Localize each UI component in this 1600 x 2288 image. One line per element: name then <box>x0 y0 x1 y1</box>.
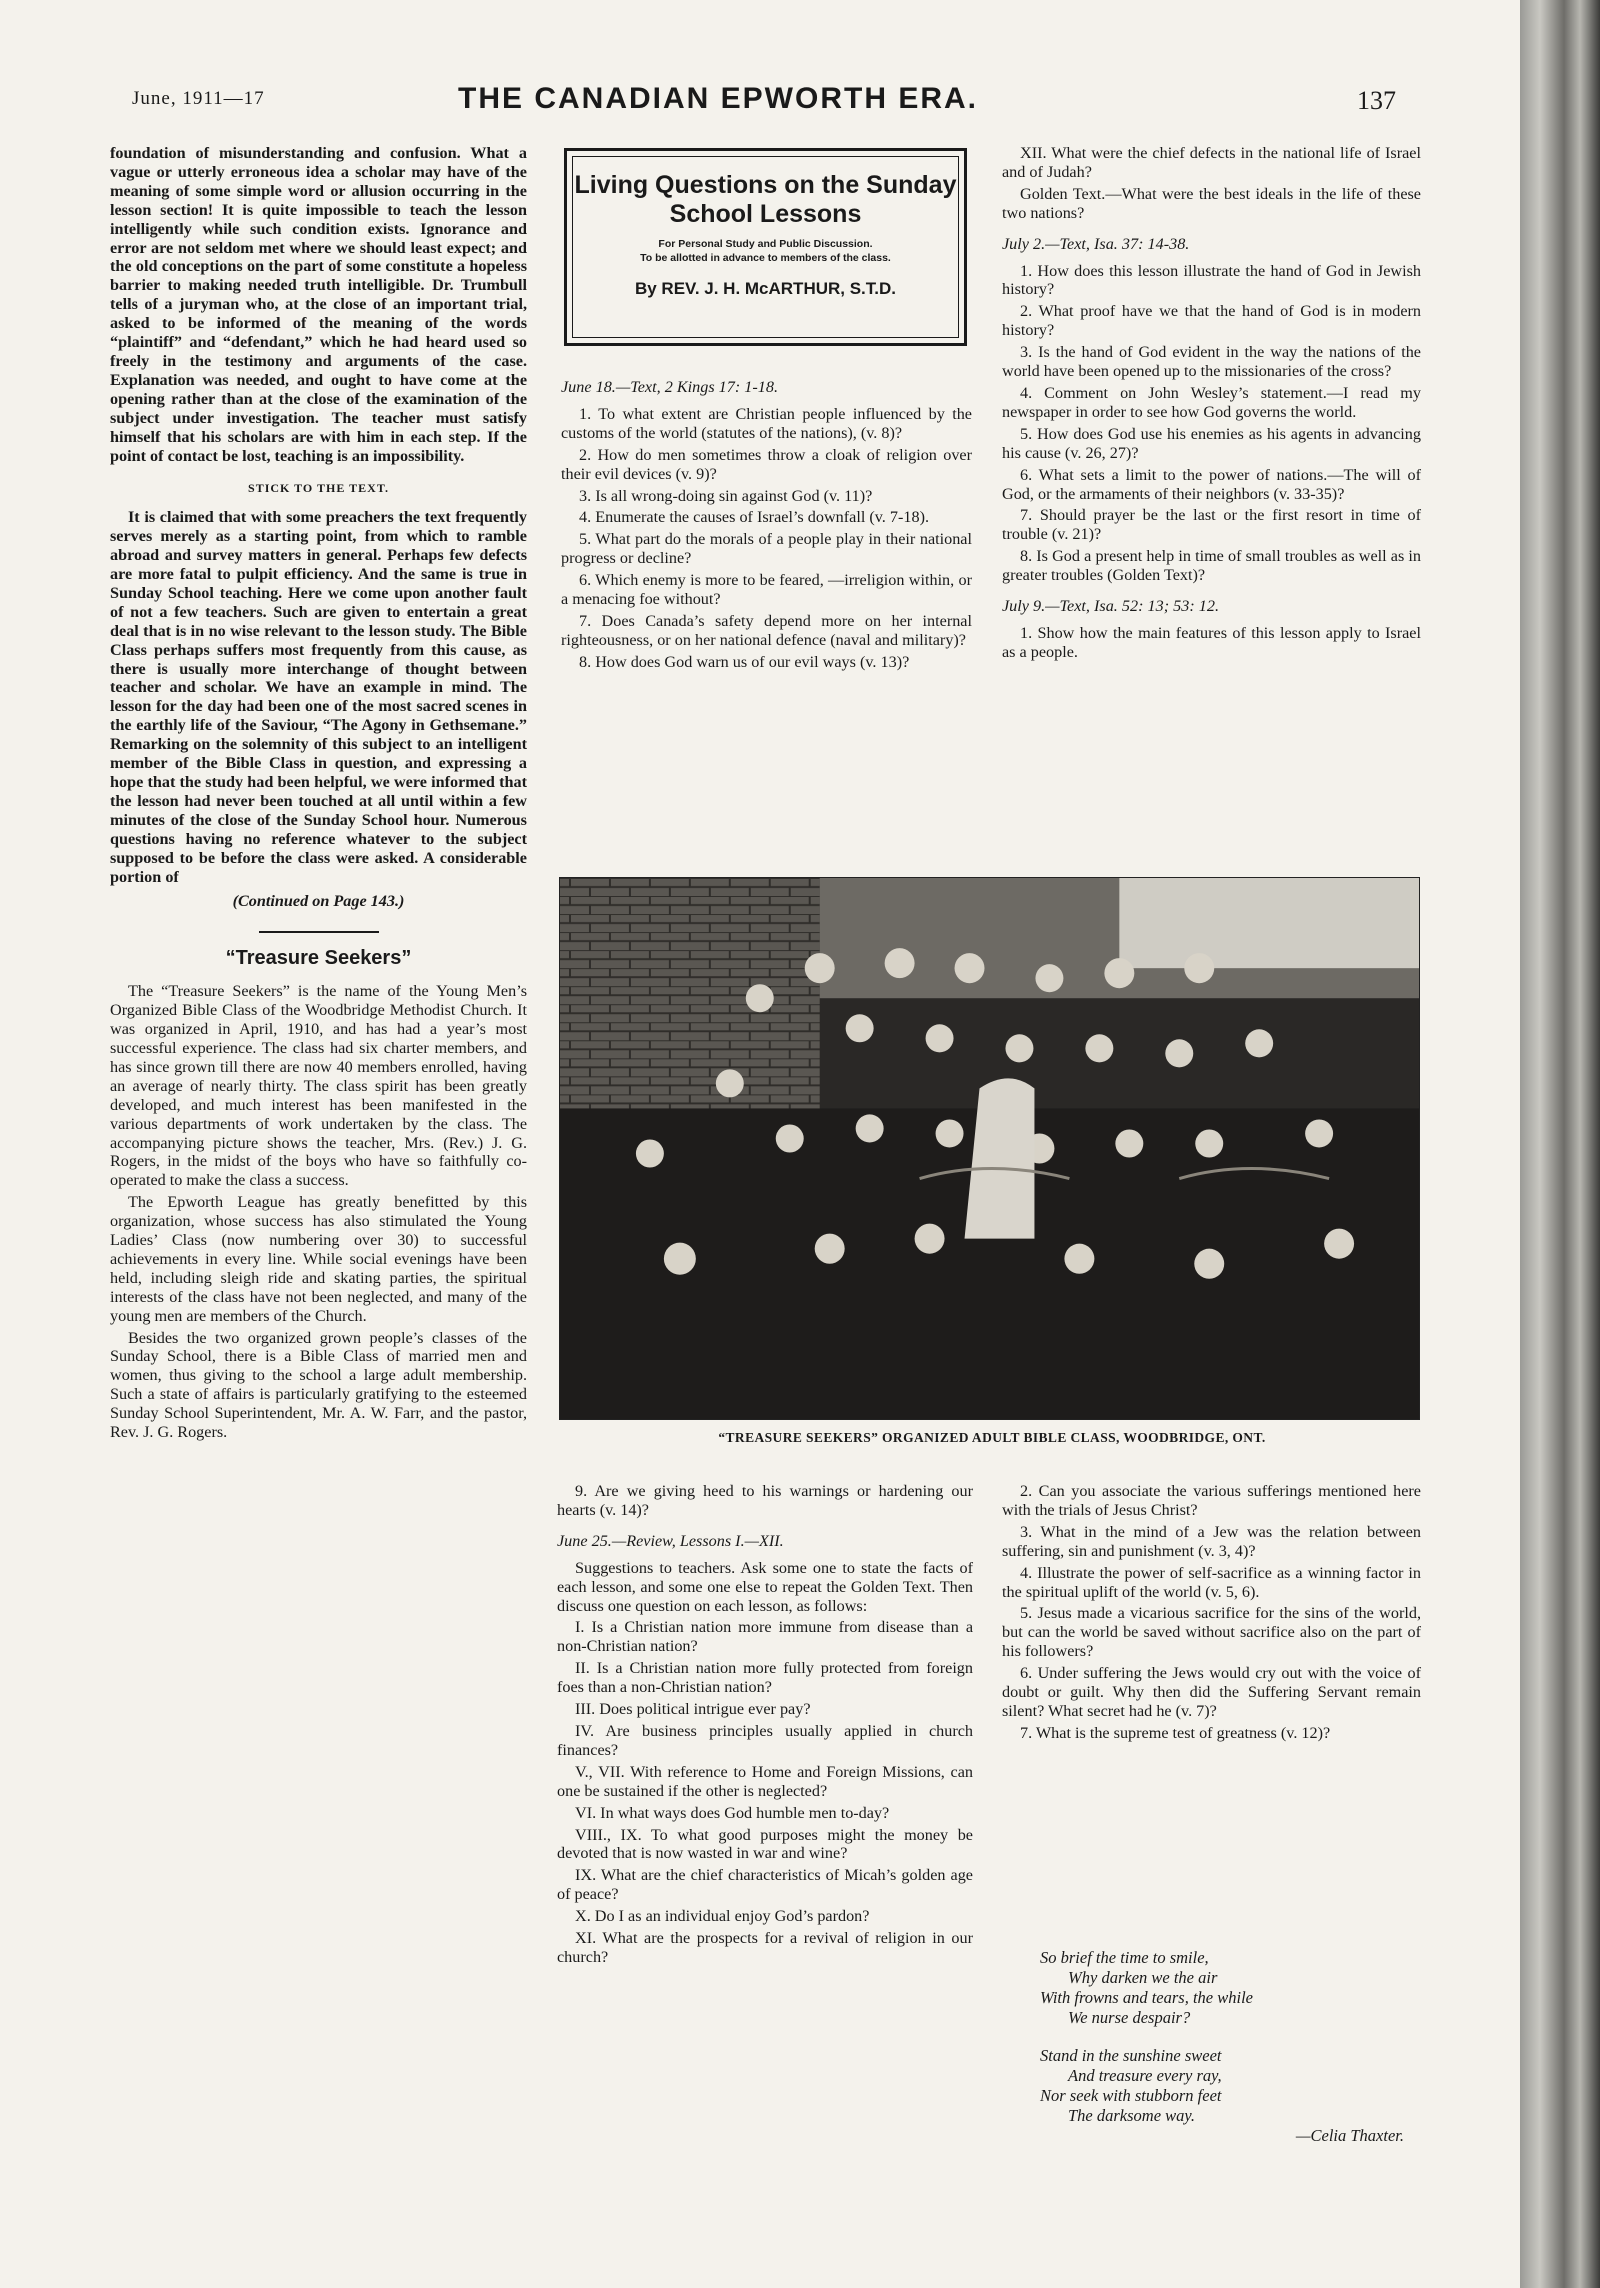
article-paragraph: foundation of misunderstanding and confusion. What a vague or utterly erroneous idea a scholar may have of the meaning of some simple word or allusion occurring in the lesson section! It is quite impossible to teach the lesson intelligently while such condition exists. Ignorance and error are not seldom met where we should least expect; and the old conceptions on the part of some constitute a hopeless barrier to making needed truth intelligible. Dr. Trumbull tells of a juryman who, at the close of an important trial, asked to be informed of the meaning of the words “plaintiff” and “defendant,” which he had heard used so freely in the testimony and arguments of the case. Explanation was needed, and ought to have come at the opening rather than at the close of the examination of the subject under investigation. The teacher must satisfy himself that his scholars are with him in each step. If the point of contact be lost, teaching is an impossibility. <box>110 144 527 465</box>
question: 2. What proof have we that the hand of God is in modern history? <box>1002 302 1421 340</box>
question: X. Do I as an individual enjoy God’s pardon? <box>575 1907 870 1926</box>
lesson-date: June 18.—Text, 2 Kings 17: 1-18. <box>561 378 779 396</box>
question: 2. How do men sometimes throw a cloak of religion over their evil devices (v. 9)? <box>561 445 972 483</box>
question: 8. How does God warn us of our evil ways (v. 13)? <box>579 652 910 671</box>
question: 3. Is the hand of God evident in the way the nations of the world have been opened up to the missionaries of the cross? <box>1002 343 1421 381</box>
question: 5. Jesus made a vicarious sacrifice for the sins of the world, but can the world be saved without sacrifice also on the part of his followers? <box>1002 1604 1421 1661</box>
question: 6. What sets a limit to the power of nations.—The will of God, or the armaments of their neighbors (v. 33-35)? <box>1002 465 1421 503</box>
question: VI. In what ways does God humble men to-day? <box>575 1803 890 1822</box>
poem-line: We nurse despair? <box>1068 2008 1191 2027</box>
poem-line: And treasure every ray, <box>1068 2066 1222 2085</box>
question: 9. Are we giving heed to his warnings or hardening our hearts (v. 14)? <box>557 1482 973 1519</box>
question: 4. Enumerate the causes of Israel’s downfall (v. 7-18). <box>579 508 930 527</box>
stanza-break <box>1040 2028 1420 2046</box>
question: 5. How does God use his enemies as his agents in advancing his cause (v. 26, 27)? <box>1002 424 1421 462</box>
box-subtitle-line: For Personal Study and Public Discussion. <box>658 238 873 250</box>
photo-illustration <box>560 878 1419 1419</box>
question: IV. Are business principles usually applied in church finances? <box>557 1721 973 1759</box>
question: 1. Show how the main features of this lesson apply to Israel as a people. <box>1002 623 1421 661</box>
question: VIII., IX. To what good purposes might the money be devoted that is now wasted in war and wine? <box>557 1825 973 1863</box>
bold-article-part <box>110 144 527 886</box>
question: XII. What were the chief defects in the national life of Israel and of Judah? <box>1002 144 1421 181</box>
question: 6. Under suffering the Jews would cry out with the voice of doubt or guilt. Why then did the Suffering Servant remain silent? What secret had he (v. 7)? <box>1002 1664 1421 1720</box>
question: 7. Does Canada’s safety depend more on her internal righteousness, or on her national defence (naval and military)? <box>561 611 972 649</box>
question: 4. Comment on John Wesley’s statement.—I read my newspaper in order to see how God governs the world. <box>1002 383 1421 421</box>
lesson-date: July 9.—Text, Isa. 52: 13; 53: 12. <box>1002 597 1220 616</box>
question: XI. What are the prospects for a revival of religion in our church? <box>557 1929 973 1966</box>
box-title: Living Questions on the Sunday School Lessons <box>574 171 957 228</box>
question: 7. What is the supreme test of greatness (v. 12)? <box>1020 1723 1331 1742</box>
middle-column-upper <box>561 366 972 675</box>
question: 2. Can you associate the various sufferings mentioned here with the trials of Jesus Christ? <box>1002 1482 1421 1519</box>
article-paragraph: It is claimed that with some preachers the text frequently serves merely as a starting point, from which to ramble abroad and survey matters in general. Perhaps few defects are more fatal to pulpit efficiency. And the same is true in Sunday School teaching. Here we come upon another fault of not a few teachers. Such are given to entertain a great deal that is in no wise relevant to the lesson study. The Bible Class perhaps suffers most frequently from this cause, as there is usually more interchange of thought between teacher and scholar. We have an example in mind. The lesson for the day had been one of the most sacred scenes in the earthly life of the Saviour, “The Agony in Gethsemane.” Remarking on the solemnity of this subject to an intelligent member of the Bible Class in question, and expressing a hope that the study had been helpful, we were informed that the lesson had never been touched at all until within a few minutes of the close of the Sunday School hour. Numerous questions having no reference whatever to the subject supposed to be before the class were asked. A considerable portion of <box>110 508 527 886</box>
lesson-title-box <box>564 148 967 346</box>
poem-line: Nor seek with stubborn feet <box>1040 2086 1222 2105</box>
box-subtitle <box>573 237 958 265</box>
poem-line: With frowns and tears, the while <box>1040 1988 1253 2007</box>
question: III. Does political intrigue ever pay? <box>575 1700 811 1719</box>
photo-caption: “TREASURE SEEKERS” ORGANIZED ADULT BIBLE CLASS, WOODBRIDGE, ONT. <box>718 1430 1266 1445</box>
book-edge <box>1520 0 1600 2288</box>
issue-date: June, 1911—17 <box>132 88 265 109</box>
section-divider <box>259 931 379 933</box>
question: 8. Is God a present help in time of small troubles as well as in greater troubles (Golden Text)? <box>1002 547 1421 585</box>
poem-line: Why darken we the air <box>1068 1968 1218 1987</box>
section-title: “Treasure Seekers” <box>225 947 412 970</box>
box-byline: By REV. J. H. McARTHUR, S.T.D. <box>634 279 897 298</box>
poem-author: —Celia Thaxter. <box>1295 2126 1404 2145</box>
question: 1. How does this lesson illustrate the hand of God in Jewish history? <box>1002 261 1421 299</box>
question: 7. Should prayer be the last or the first resort in time of trouble (v. 21)? <box>1002 506 1421 544</box>
poem <box>1040 1948 1420 2146</box>
question: 6. Which enemy is more to be feared, —irreligion within, or a menacing foe without? <box>561 571 972 609</box>
question: 3. Is all wrong-doing sin against God (v. 11)? <box>579 486 873 505</box>
poem-line: The darksome way. <box>1068 2106 1195 2125</box>
poem-line: Stand in the sunshine sweet <box>1040 2046 1222 2065</box>
question: 5. What part do the morals of a people play in their national progress or decline? <box>561 530 972 568</box>
left-column <box>110 144 527 1445</box>
question: IX. What are the chief characteristics of Micah’s golden age of peace? <box>557 1866 973 1904</box>
magazine-title: THE CANADIAN EPWORTH ERA. <box>458 82 978 115</box>
question: I. Is a Christian nation more immune from disease than a non-Christian nation? <box>557 1618 973 1656</box>
box-subtitle-line: To be allotted in advance to members of the class. <box>640 252 891 264</box>
right-column-upper <box>1002 144 1421 665</box>
question: V., VII. With reference to Home and Foreign Missions, can one be sustained if the other is neglected? <box>557 1762 973 1800</box>
group-photograph <box>559 877 1420 1420</box>
question: II. Is a Christian nation more fully protected from foreign foes than a non-Christian nation? <box>557 1659 973 1697</box>
lesson-date: July 2.—Text, Isa. 37: 14-38. <box>1002 234 1190 253</box>
golden-text: Golden Text.—What were the best ideals in the life of these two nations? <box>1002 184 1421 222</box>
continued-note: (Continued on Page 143.) <box>232 892 405 911</box>
article-paragraph: Suggestions to teachers. Ask some one to state the facts of each lesson, and some one else to repeat the Golden Text. Then discuss one question on each lesson, as follows: <box>557 1558 973 1615</box>
running-header <box>0 82 1520 122</box>
middle-column-lower <box>557 1482 973 1970</box>
subheading: STICK TO THE TEXT. <box>248 481 389 496</box>
right-column-lower <box>1002 1482 1421 1746</box>
question: 1. To what extent are Christian people influenced by the customs of the world (statutes of the nations), (v. 8)? <box>561 404 972 442</box>
question: 4. Illustrate the power of self-sacrifice as a winning factor in the spiritual uplift of the world (v. 5, 6). <box>1002 1563 1421 1601</box>
lesson-title-box-inner <box>572 156 959 338</box>
question: 3. What in the mind of a Jew was the relation between suffering, sin and punishment (v. 3, 4)? <box>1002 1522 1421 1560</box>
lesson-date: June 25.—Review, Lessons I.—XII. <box>557 1531 784 1550</box>
article-paragraph: Besides the two organized grown people’s classes of the Sunday School, there is a Bible Class of married men and women, thus giving to the school a large adult membership. Such a state of affairs is particularly gratifying to the esteemed Sunday School Superintendent, Mr. A. W. Farr, and the pastor, Rev. J. G. Rogers. <box>110 1328 527 1442</box>
article-paragraph: The Epworth League has greatly benefitted by this organization, whose success has also stimulated the Young Ladies’ Class (now numbering over 30) to successful achievements in every line. While social evenings have been held, including sleigh ride and skating parties, the spiritual interests of the class have not been neglected, and many of the young men are members of the Church. <box>110 1193 527 1325</box>
page-number: 137 <box>1357 86 1396 115</box>
article-paragraph: The “Treasure Seekers” is the name of the Young Men’s Organized Bible Class of the Woodbridge Methodist Church. It was organized in April, 1910, and has had a year’s most successful experience. The class had six charter members, and has since grown till there are now 40 members enrolled, having an average of nearly thirty. The class spirit has been greatly developed, and much interest has been manifested in the various departments of work undertaken by the class. The accompanying picture shows the teacher, Mrs. (Rev.) J. G. Rogers, in the midst of the boys who have so faithfully co-operated to make the class a success. <box>110 982 527 1190</box>
poem-line: So brief the time to smile, <box>1040 1948 1209 1967</box>
